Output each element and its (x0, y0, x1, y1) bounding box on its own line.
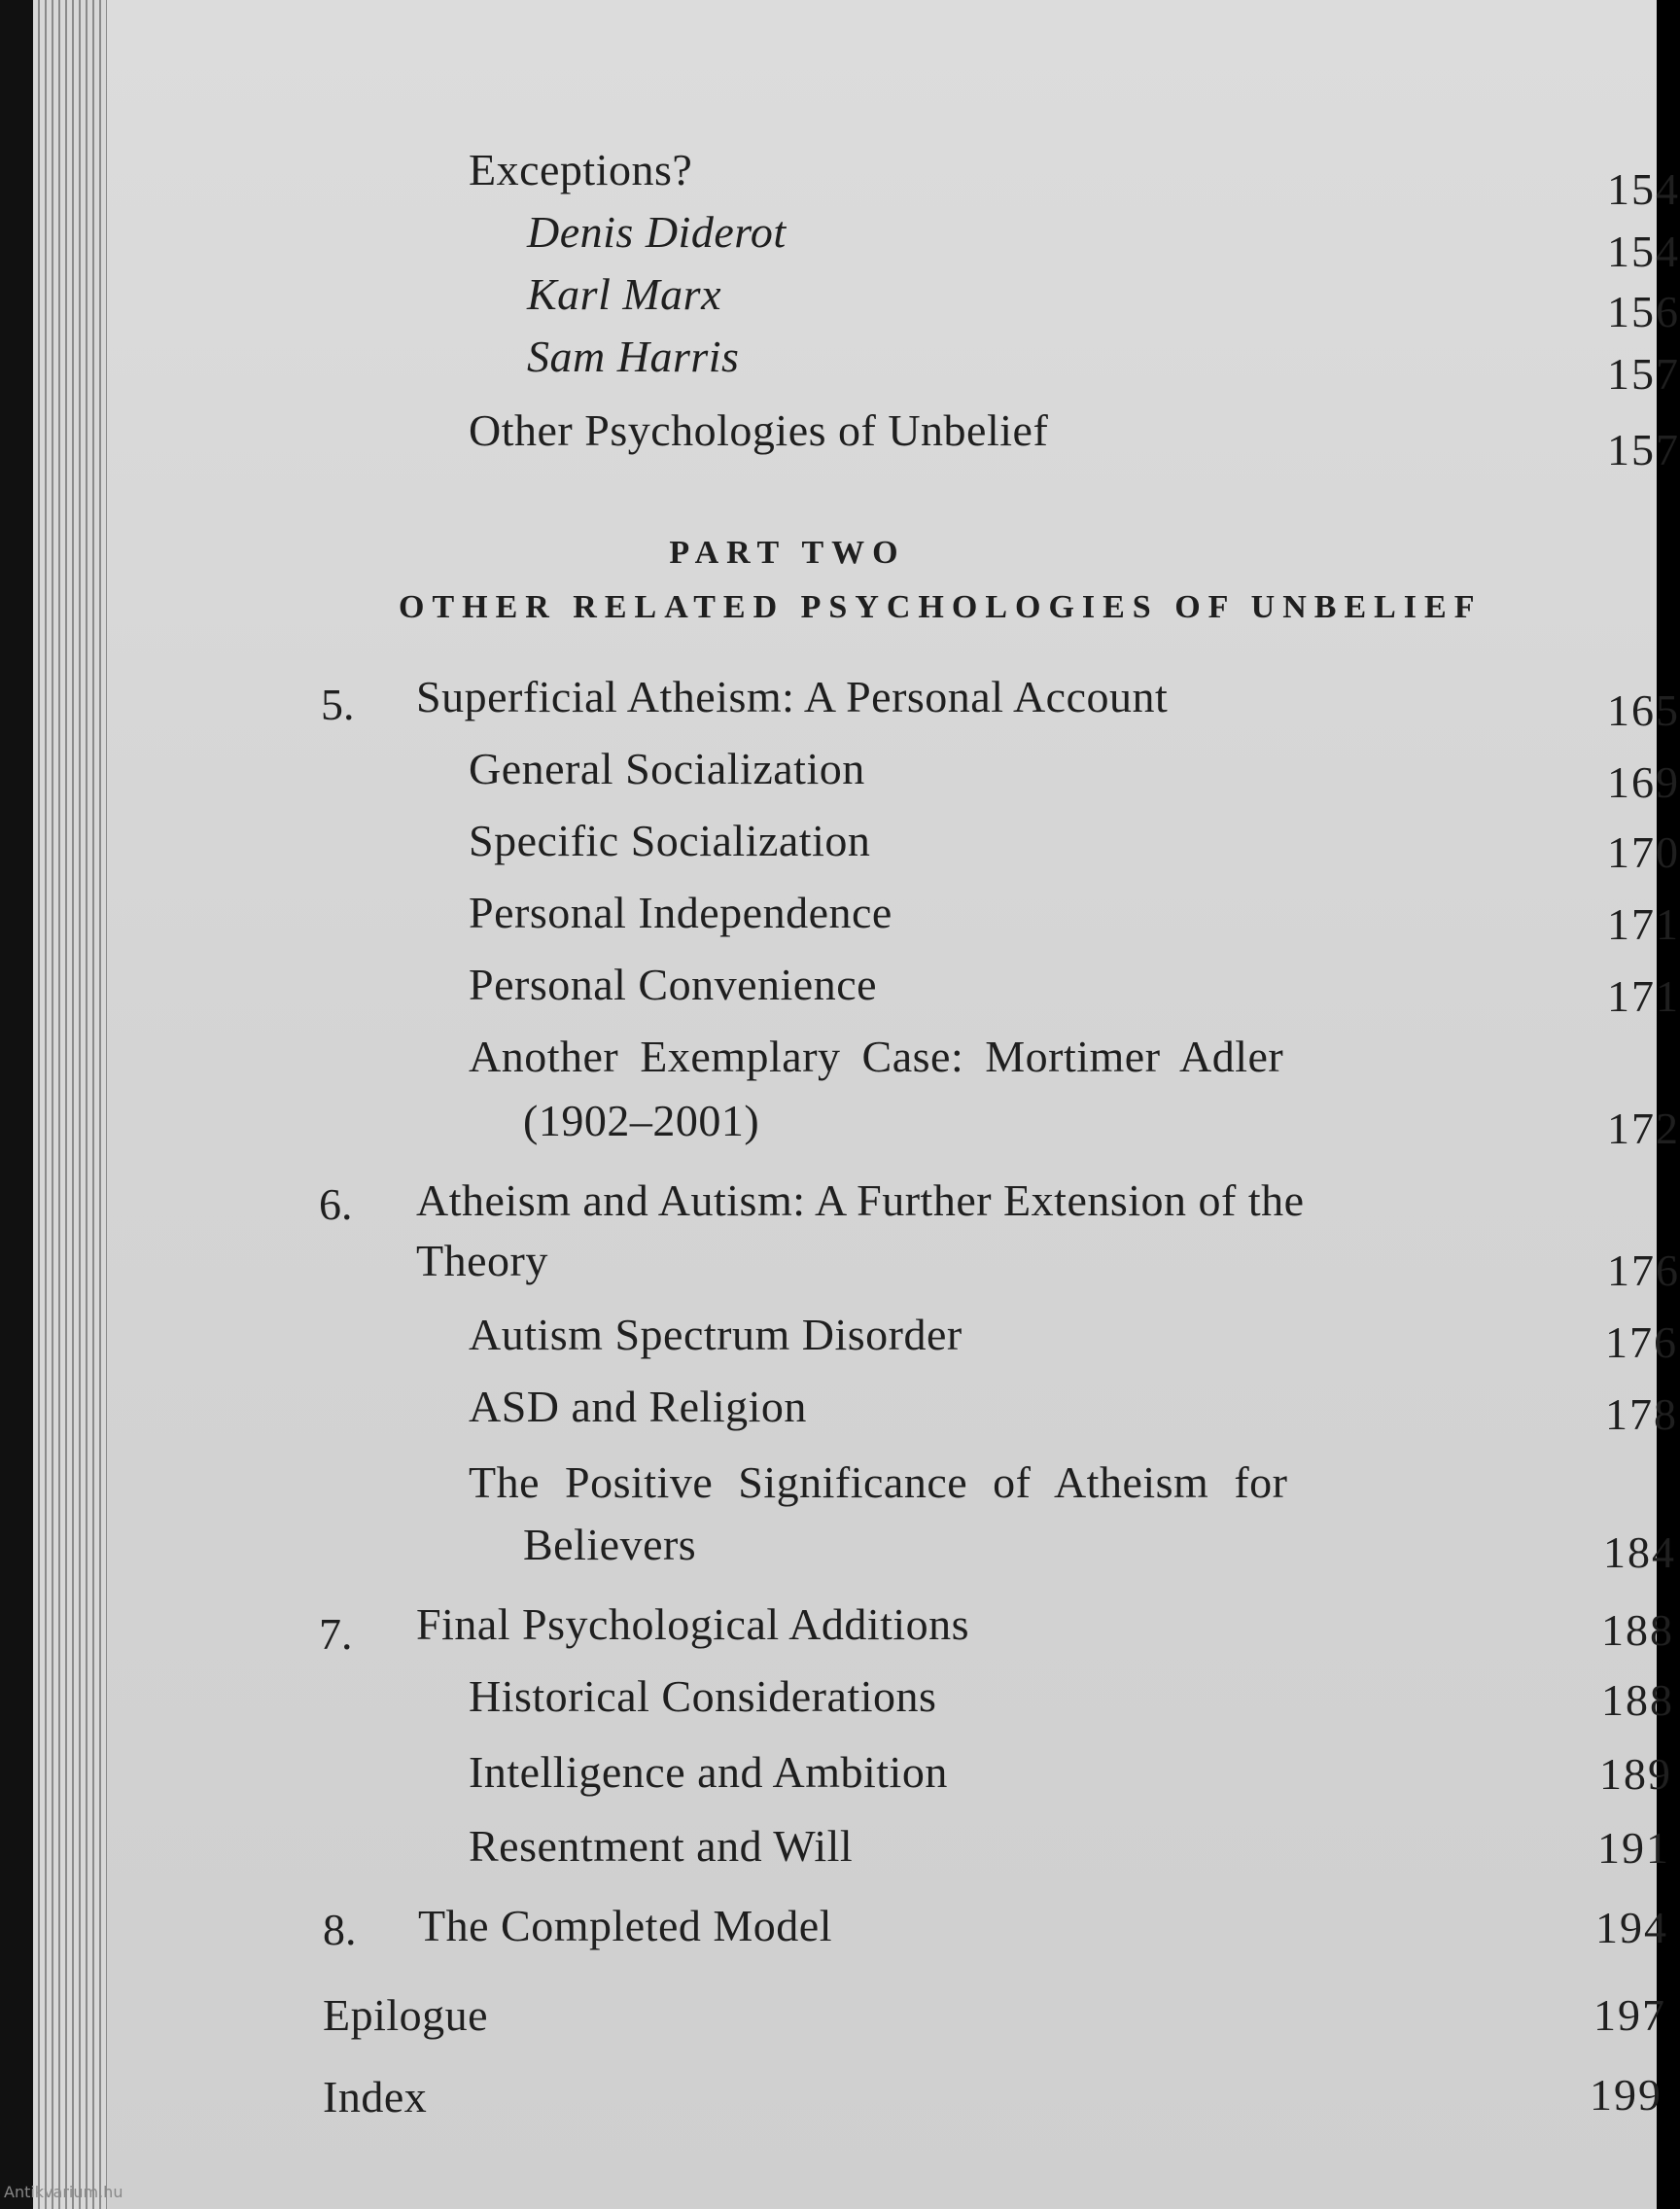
toc-entry-harris: Sam Harris (527, 332, 740, 381)
page-number: 178 (1605, 1389, 1678, 1439)
toc-entry: General Socialization (469, 744, 865, 793)
page-number: 171 (1607, 899, 1680, 949)
chapter-number: 8. (323, 1905, 357, 1954)
page-number: 188 (1601, 1605, 1674, 1655)
page-number: 172 (1607, 1104, 1680, 1153)
part-title-text: OTHER RELATED PSYCHOLOGIES OF UNBELIEF (399, 589, 1483, 625)
toc-entry: Historical Considerations (469, 1671, 937, 1721)
toc-entry-continuation: (1902–2001) (523, 1096, 760, 1145)
toc-entry-marx: Karl Marx (527, 269, 721, 319)
chapter-title: The Completed Model (418, 1901, 832, 1950)
page-number: 197 (1593, 1990, 1666, 2040)
page-number: 184 (1603, 1527, 1676, 1577)
page-number: 191 (1597, 1823, 1670, 1873)
toc-entry-other-psychologies: Other Psychologies of Unbelief (469, 405, 1049, 455)
toc-entry-exceptions: Exceptions? (469, 145, 693, 194)
page-number: 199 (1590, 2070, 1662, 2120)
toc-entry: Resentment and Will (469, 1821, 854, 1871)
page-number: 169 (1607, 757, 1680, 807)
watermark: Antikvarium.hu (4, 2183, 123, 2201)
toc-entry: Autism Spectrum Disorder (469, 1310, 962, 1359)
toc-entry: Specific Socialization (469, 816, 871, 865)
chapter-number: 6. (319, 1179, 353, 1229)
chapter-title: Superficial Atheism: A Personal Account (416, 672, 1169, 721)
page-number: 188 (1601, 1675, 1674, 1725)
page-edges (33, 0, 107, 2209)
page-number: 176 (1607, 1245, 1680, 1295)
page-number: 194 (1595, 1903, 1668, 1952)
toc-entry-continuation: Believers (523, 1520, 697, 1569)
toc-entry: Another Exemplary Case: Mortimer Adler (469, 1032, 1284, 1081)
binding-shadow (0, 0, 33, 2209)
chapter-title-continuation: Theory (416, 1236, 548, 1285)
chapter-number: 7. (319, 1609, 353, 1659)
page-number: 154 (1607, 227, 1680, 276)
toc-entry: Personal Independence (469, 888, 892, 937)
page-number: 156 (1607, 287, 1680, 336)
chapter-number: 5. (321, 680, 355, 729)
page-number: 157 (1607, 425, 1680, 474)
toc-page (107, 0, 1680, 2209)
chapter-title: Atheism and Autism: A Further Extension of the (416, 1175, 1305, 1225)
toc-entry-diderot: Denis Diderot (527, 207, 787, 257)
page-number: 171 (1607, 971, 1680, 1021)
page-number: 170 (1607, 827, 1680, 877)
toc-entry-epilogue: Epilogue (323, 1990, 489, 2040)
chapter-title: Final Psychological Additions (416, 1599, 970, 1649)
page-number: 157 (1607, 349, 1680, 399)
toc-entry-index: Index (323, 2072, 428, 2121)
page-number: 165 (1607, 685, 1680, 735)
toc-entry: ASD and Religion (469, 1382, 807, 1431)
page-number: 189 (1599, 1749, 1672, 1799)
toc-entry: Personal Convenience (469, 960, 878, 1009)
part-label: PART TWO (669, 535, 906, 571)
toc-entry: Intelligence and Ambition (469, 1747, 948, 1797)
page-number: 154 (1607, 164, 1680, 214)
toc-entry: The Positive Significance of Atheism for (469, 1457, 1288, 1507)
page-number: 176 (1605, 1317, 1678, 1367)
